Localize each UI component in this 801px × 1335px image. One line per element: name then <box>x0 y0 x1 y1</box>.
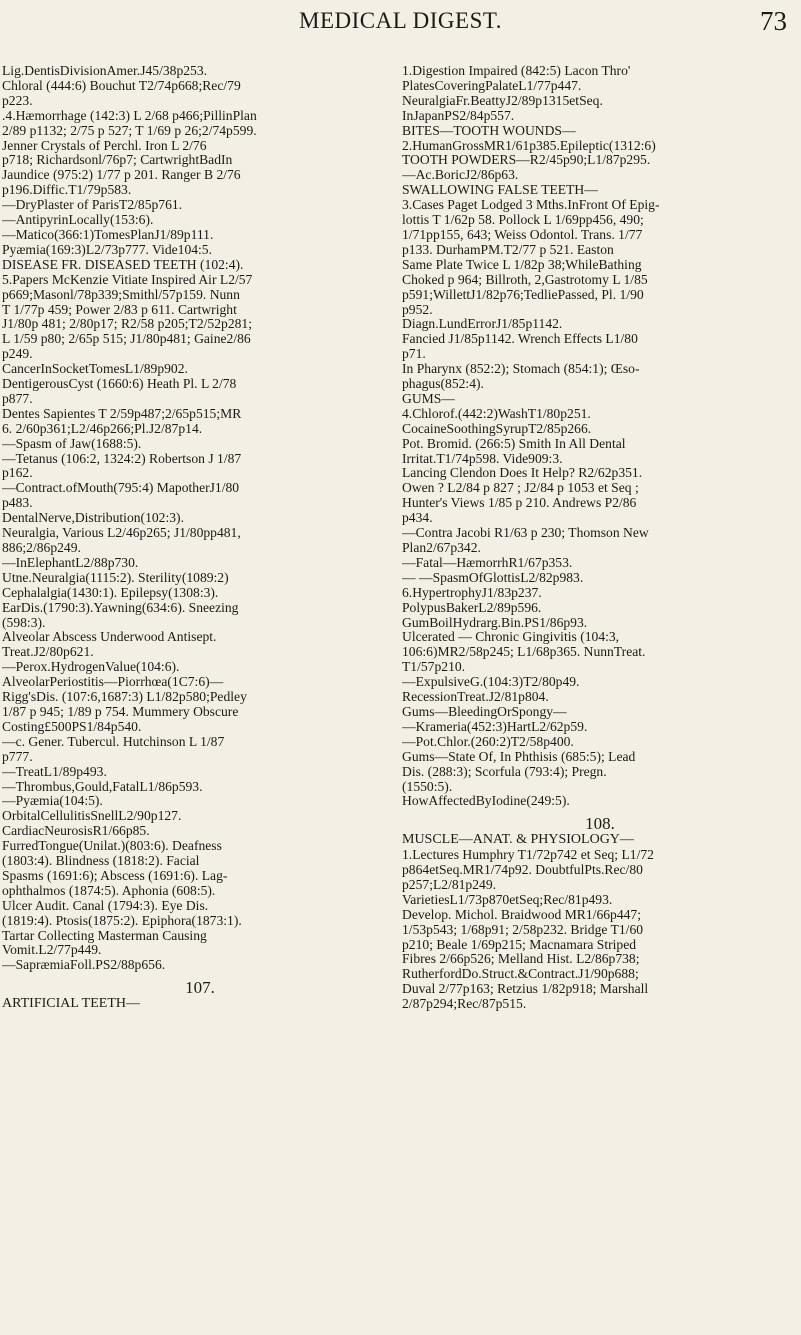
index-line: HowAffectedByIodine(249:5). <box>402 794 570 809</box>
index-line: (1550:5). <box>402 779 453 794</box>
index-line: 1.Digestion Impaired (842:5) Lacon Thro' <box>402 64 631 78</box>
index-line: RecessionTreat.J2/81p804. <box>402 690 549 705</box>
index-line: Lancing Clendon Does It Help? R2/62p351. <box>402 466 643 481</box>
index-line: EarDis.(1790:3).Yawning(634:6). Sneezing <box>2 600 239 615</box>
section-title: ARTIFICIAL TEETH— <box>2 997 140 1012</box>
index-line: 1/87 p 945; 1/89 p 754. Mummery Obscure <box>2 704 239 719</box>
index-line: DentigerousCyst (1660:6) Heath Pl. L 2/78 <box>2 377 237 392</box>
index-line: PolypusBakerL2/89p596. <box>402 600 542 615</box>
index-line: Dis. (288:3); Scorfula (793:4); Pregn. <box>402 764 607 779</box>
index-line: (1803:4). Blindness (1818:2). Facial <box>2 854 200 869</box>
index-line: 6. 2/60p361;L2/46p266;Pl.J2/87p14. <box>2 421 203 436</box>
index-line: SWALLOWING FALSE TEETH— <box>402 183 598 198</box>
index-line: Same Plate Twice L 1/82p 38;WhileBathing <box>402 257 642 272</box>
index-line: p257;L2/81p249. <box>402 877 497 892</box>
index-line: 2/87p294;Rec/87p515. <box>402 997 527 1012</box>
page-number: 73 <box>760 6 787 36</box>
index-line: Chloral (444:6) Bouchut T2/74p668;Rec/79 <box>2 78 241 93</box>
index-line: p434. <box>402 511 433 526</box>
index-line: — —SpasmOfGlottisL2/82p983. <box>402 570 584 585</box>
index-line: 1.Lectures Humphry T1/72p742 et Seq; L1/72 <box>402 848 654 863</box>
section-number: 108. <box>585 817 615 833</box>
index-line: CardiacNeurosisR1/66p85. <box>2 824 150 839</box>
index-line: —Thrombus,Gould,FatalL1/86p593. <box>2 779 203 794</box>
index-line: Neuralgia, Various L2/46p265; J1/80pp481, <box>2 526 241 541</box>
index-line: Spasms (1691:6); Abscess (1691:6). Lag- <box>2 868 228 883</box>
index-line: —SapræmiaFoll.PS2/88p656. <box>2 958 166 973</box>
index-line: —Pyæmia(104:5). <box>2 794 103 809</box>
index-line: —Ac.BoricJ2/86p63. <box>402 168 519 183</box>
index-line: GUMS— <box>402 391 455 406</box>
index-line: FurredTongue(Unilat.)(803:6). Deafness <box>2 839 222 854</box>
index-line: RutherfordDo.Struct.&Contract.J1/90p688; <box>402 967 639 982</box>
index-line: (1819:4). Ptosis(1875:2). Epiphora(1873:1). <box>2 913 242 928</box>
index-line: —Contract.ofMouth(795:4) MapotherJ1/80 <box>2 481 240 496</box>
index-line: Fibres 2/66p526; Melland Hist. L2/86p738; <box>402 952 640 967</box>
index-line: T 1/77p 459; Power 2/83 p 611. Cartwright <box>2 302 237 317</box>
index-line: —Perox.HydrogenValue(104:6). <box>2 660 180 675</box>
index-line: —Krameria(452:3)HartL2/62p59. <box>402 719 588 734</box>
index-line: p718; Richardsonl/76p7; CartwrightBadIn <box>2 153 233 168</box>
index-line: Plan2/67p342. <box>402 541 481 555</box>
index-line: Rigg'sDis. (107:6,1687:3) L1/82p580;Pedley <box>2 690 247 705</box>
index-line: Jaundice (975:2) 1/77 p 201. Ranger B 2/76 <box>2 168 241 183</box>
index-line: Ulcer Audit. Canal (1794:3). Eye Dis. <box>2 898 209 913</box>
index-line: —Contra Jacobi R1/63 p 230; Thomson New <box>402 526 649 541</box>
section-number: 107. <box>185 981 215 997</box>
page-header <box>0 0 801 62</box>
index-line: phagus(852:4). <box>402 377 484 392</box>
index-line: Irritat.T1/74p598. Vide909:3. <box>402 451 563 466</box>
index-line: p133. DurhamPM.T2/77 p 521. Easton <box>402 242 614 257</box>
index-line: Alveolar Abscess Underwood Antisept. <box>2 630 217 645</box>
index-line: —Spasm of Jaw(1688:5). <box>2 436 142 451</box>
index-line: 3.Cases Paget Lodged 3 Mths.InFront Of Epig- <box>402 198 660 213</box>
index-line: —Pot.Chlor.(260:2)T2/58p400. <box>402 734 574 749</box>
index-line: InJapanPS2/84p557. <box>402 108 515 123</box>
index-line: CocaineSoothingSyrupT2/85p266. <box>402 421 592 436</box>
index-line: (598:3). <box>2 615 46 630</box>
index-line: p196.Diffic.T1/79p583. <box>2 183 132 198</box>
index-line: Choked p 964; Billroth, 2,Gastrotomy L 1/85 <box>402 272 648 287</box>
index-line: —Tetanus (106:2, 1324:2) Robertson J 1/87 <box>2 451 242 466</box>
index-line: TOOTH POWDERS—R2/45p90;L1/87p295. <box>402 153 651 168</box>
index-line: —Matico(366:1)TomesPlanJ1/89p111. <box>2 227 214 242</box>
index-line: 1/71pp155, 643; Weiss Odontol. Trans. 1/77 <box>402 227 643 242</box>
index-line: ophthalmos (1874:5). Aphonia (608:5). <box>2 883 216 898</box>
index-line: 2/89 p1132; 2/75 p 527; T 1/69 p 26;2/74p599. <box>2 123 257 138</box>
index-line: —TreatL1/89p493. <box>2 764 107 779</box>
index-line: 5.Papers McKenzie Vitiate Inspired Air L2/57 <box>2 272 253 287</box>
index-line: —DryPlaster of ParisT2/85p761. <box>2 198 183 213</box>
index-line: Gums—BleedingOrSpongy— <box>402 704 567 719</box>
index-line: BITES—TOOTH WOUNDS— <box>402 123 576 138</box>
index-line: OrbitalCellulitisSnellL2/90p127. <box>2 809 182 824</box>
index-line: p864etSeq.MR1/74p92. DoubtfulPts.Rec/80 <box>402 863 643 878</box>
index-line: Utne.Neuralgia(1115:2). Sterility(1089:2) <box>2 570 229 585</box>
index-line: Vomit.L2/77p449. <box>2 943 102 958</box>
index-line: Fancied J1/85p1142. Wrench Effects L1/80 <box>402 332 638 347</box>
index-line: Ulcerated — Chronic Gingivitis (104:3, <box>402 630 620 645</box>
index-line: p777. <box>2 749 33 764</box>
index-line: —ExpulsiveG.(104:3)T2/80p49. <box>402 675 580 690</box>
index-line: Lig.DentisDivisionAmer.J45/38p253. <box>2 64 208 78</box>
index-line: VarietiesL1/73p870etSeq;Rec/81p493. <box>402 892 613 907</box>
index-line: Tartar Collecting Masterman Causing <box>2 928 207 943</box>
index-line: —c. Gener. Tubercul. Hutchinson L 1/87 <box>2 734 225 749</box>
index-line: T1/57p210. <box>402 660 466 675</box>
index-line: .4.Hæmorrhage (142:3) L 2/68 p466;PillinPlan <box>2 108 257 123</box>
running-title: MEDICAL DIGEST. <box>299 8 502 33</box>
index-line: —Fatal—HæmorrhR1/67p353. <box>402 555 573 570</box>
index-line: Cephalalgia(1430:1). Epilepsy(1308:3). <box>2 585 219 600</box>
index-line: Pot. Bromid. (266:5) Smith In All Dental <box>402 436 626 451</box>
index-line: L 1/59 p80; 2/65p 515; J1/80p481; Gaine2/86 <box>2 332 251 347</box>
index-line: Treat.J2/80p621. <box>2 645 94 660</box>
index-line: 4.Chlorof.(442:2)WashT1/80p251. <box>402 406 591 421</box>
index-line: p71. <box>402 347 426 362</box>
index-line: p223. <box>2 93 33 108</box>
right-column <box>402 64 798 1012</box>
index-line: Dentes Sapientes T 2/59p487;2/65p515;MR <box>2 406 242 421</box>
index-line: DentalNerve,Distribution(102:3). <box>2 511 184 526</box>
index-line: p483. <box>2 496 33 511</box>
index-line: 1/53p543; 1/68p91; 2/58p232. Bridge T1/60 <box>402 922 644 937</box>
section-title: MUSCLE—ANAT. & PHYSIOLOGY— <box>402 833 634 848</box>
index-line: —AntipyrinLocally(153:6). <box>2 213 154 228</box>
index-line: lottis T 1/62p 58. Pollock L 1/69pp456, 490; <box>402 213 644 228</box>
index-line: 2.HumanGrossMR1/61p385.Epileptic(1312:6) <box>402 138 656 153</box>
index-line: p591;WillettJ1/82p76;TedliePassed, Pl. 1/90 <box>402 287 644 302</box>
index-line: Owen ? L2/84 p 827 ; J2/84 p 1053 et Seq ; <box>402 481 639 496</box>
index-line: Jenner Crystals of Perchl. Iron L 2/76 <box>2 138 207 153</box>
index-line: J1/80p 481; 2/80p17; R2/58 p205;T2/52p281; <box>2 317 252 332</box>
index-line: —InElephantL2/88p730. <box>2 555 139 570</box>
left-column <box>2 64 398 1012</box>
index-line: 106:6)MR2/58p245; L1/68p365. NunnTreat. <box>402 645 646 660</box>
index-line: AlveolarPeriostitis—Piorrhœa(1C7:6)— <box>2 675 224 690</box>
index-line: p669;Masonl/78p339;Smithl/57p159. Nunn <box>2 287 240 302</box>
index-line: 6.HypertrophyJ1/83p237. <box>402 585 542 600</box>
index-line: Pyæmia(169:3)L2/73p777. Vide104:5. <box>2 242 213 257</box>
index-line: Develop. Michol. Braidwood MR1/66p447; <box>402 907 642 922</box>
index-line: PlatesCoveringPalateL1/77p447. <box>402 78 582 93</box>
index-line: NeuralgiaFr.BeattyJ2/89p1315etSeq. <box>402 93 603 108</box>
index-line: DISEASE FR. DISEASED TEETH (102:4). <box>2 257 244 272</box>
index-line: 886;2/86p249. <box>2 541 81 555</box>
index-line: In Pharynx (852:2); Stomach (854:1); Œso- <box>402 362 640 377</box>
index-line: CancerInSocketTomesL1/89p902. <box>2 362 188 377</box>
index-line: p249. <box>2 347 33 362</box>
index-line: p952. <box>402 302 433 317</box>
index-line: Costing£500PS1/84p540. <box>2 719 142 734</box>
index-line: p210; Beale 1/69p215; Macnamara Striped <box>402 937 637 952</box>
index-line: p162. <box>2 466 33 481</box>
index-line: Duval 2/77p163; Retzius 1/82p918; Marshall <box>402 982 649 997</box>
index-line: Gums—State Of, In Phthisis (685:5); Lead <box>402 749 636 764</box>
index-line: Diagn.LundErrorJ1/85p1142. <box>402 317 563 332</box>
index-line: p877. <box>2 391 33 406</box>
index-line: GumBoilHydrarg.Bin.PS1/86p93. <box>402 615 588 630</box>
index-line: Hunter's Views 1/85 p 210. Andrews P2/86 <box>402 496 637 511</box>
